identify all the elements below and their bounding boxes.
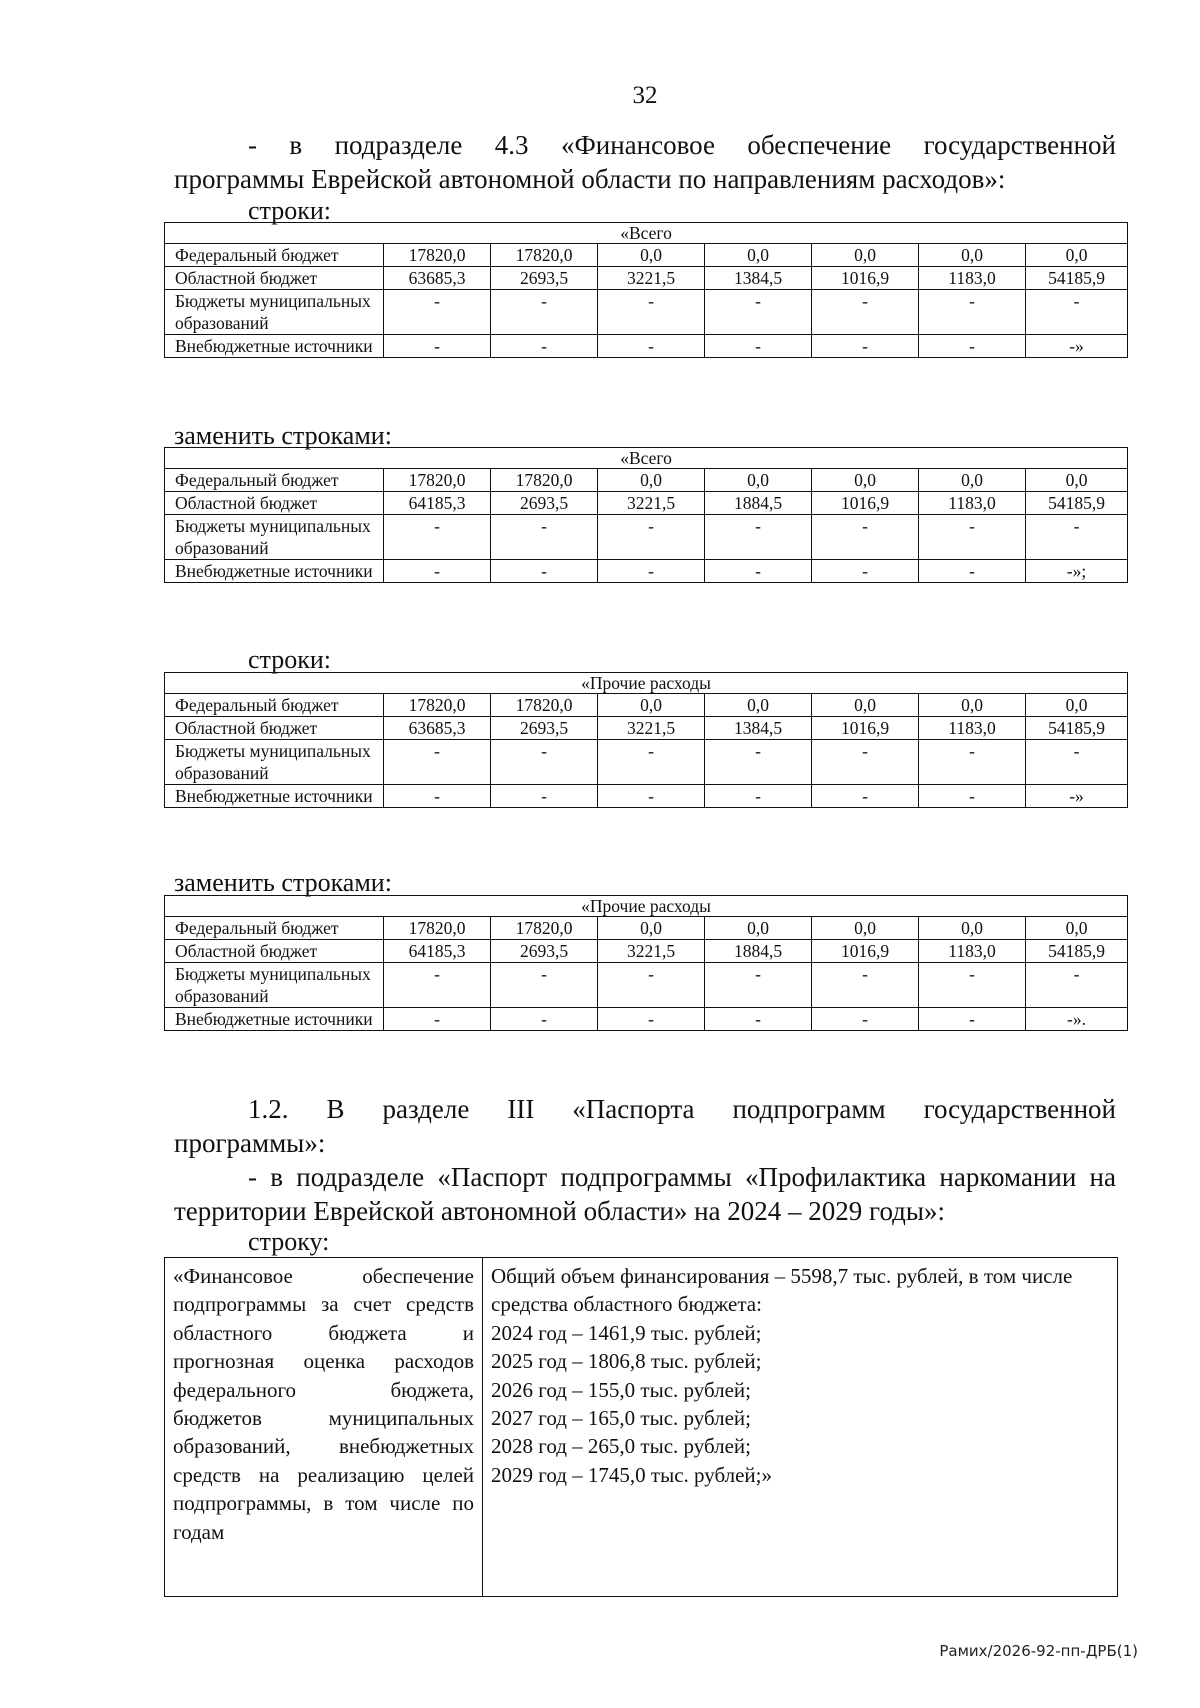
value-cell: -	[705, 963, 812, 1008]
replace-label-1: заменить строками:	[174, 421, 392, 450]
table-row	[165, 335, 1128, 358]
value-cell: -	[705, 560, 812, 583]
replace-label-2: заменить строками:	[174, 868, 392, 897]
value-cell: -	[812, 963, 919, 1008]
value-cell: 1384,5	[705, 717, 812, 740]
value-cell: -	[812, 785, 919, 808]
budget-table-4	[164, 895, 1128, 1031]
value-cell: -	[705, 290, 812, 335]
value-cell: 3221,5	[598, 267, 705, 290]
value-cell: -	[1026, 963, 1128, 1008]
value-cell: -	[812, 1008, 919, 1031]
value-cell: -	[919, 515, 1026, 560]
row-name-cell: Бюджеты муниципальных образований	[165, 290, 384, 335]
passport-year-2028: 2028 год – 265,0 тыс. рублей;	[491, 1434, 752, 1459]
value-cell: -»	[1026, 335, 1128, 358]
value-cell: 1183,0	[919, 267, 1026, 290]
value-cell: 1016,9	[812, 717, 919, 740]
value-cell: -	[491, 1008, 598, 1031]
value-cell: 0,0	[919, 469, 1026, 492]
value-cell: 17820,0	[491, 917, 598, 940]
value-cell: -	[598, 335, 705, 358]
value-cell: 0,0	[919, 917, 1026, 940]
value-cell: 0,0	[919, 244, 1026, 267]
row-name-cell: Внебюджетные источники	[165, 1008, 384, 1031]
table-row	[165, 560, 1128, 583]
value-cell: 0,0	[1026, 917, 1128, 940]
value-cell: 0,0	[705, 917, 812, 940]
value-cell: -	[491, 335, 598, 358]
value-cell: 54185,9	[1026, 267, 1128, 290]
table-row	[165, 1008, 1128, 1031]
passport-year-2027: 2027 год – 165,0 тыс. рублей;	[491, 1406, 752, 1431]
passport-left-cell: «Финансовое обеспечение подпрограммы за счет средств областного бюджета и прогнозная оценка расходов федерального бюджета, бюджетов муниципальных образований, внебюджетных средств на реализацию целей подпрограммы, в том числе по годам	[165, 1258, 483, 1597]
table-row	[165, 740, 1128, 785]
value-cell: -	[919, 335, 1026, 358]
passport-year-2025: 2025 год – 1806,8 тыс. рублей;	[491, 1349, 762, 1374]
value-cell: -	[1026, 740, 1128, 785]
subsection-paragraph	[174, 1160, 1116, 1228]
value-cell: -	[598, 785, 705, 808]
row-name-cell: Федеральный бюджет	[165, 917, 384, 940]
value-cell: 63685,3	[384, 267, 491, 290]
row-name-cell: Федеральный бюджет	[165, 244, 384, 267]
row-name-cell: Бюджеты муниципальных образований	[165, 740, 384, 785]
table-header-cell: «Прочие расходы	[165, 673, 1128, 694]
row-name-cell: Областной бюджет	[165, 940, 384, 963]
value-cell: 0,0	[812, 694, 919, 717]
section-1-2-paragraph	[174, 1092, 1116, 1160]
value-cell: 17820,0	[384, 469, 491, 492]
value-cell: -	[705, 1008, 812, 1031]
row-name-cell: Бюджеты муниципальных образований	[165, 963, 384, 1008]
table-header-cell: «Прочие расходы	[165, 896, 1128, 917]
row-name-cell: Областной бюджет	[165, 492, 384, 515]
passport-year-2029: 2029 год – 1745,0 тыс. рублей;»	[491, 1462, 773, 1487]
intro-line-2: программы Еврейской автономной области по направлениям расходов»:	[174, 164, 1006, 194]
value-cell: -	[598, 740, 705, 785]
passport-table	[164, 1257, 1118, 1597]
passport-row	[165, 1258, 1118, 1597]
value-cell: -	[705, 335, 812, 358]
table-row	[165, 290, 1128, 335]
table-row	[165, 492, 1128, 515]
value-cell: 0,0	[705, 694, 812, 717]
value-cell: 2693,5	[491, 940, 598, 963]
value-cell: 0,0	[812, 469, 919, 492]
value-cell: -	[1026, 290, 1128, 335]
rows-label-2: строки:	[248, 645, 331, 674]
value-cell: 1016,9	[812, 267, 919, 290]
passport-intro: Общий объем финансирования – 5598,7 тыс. рублей, в том числе средства областного бюджета:	[491, 1264, 1073, 1317]
value-cell: -».	[1026, 1008, 1128, 1031]
value-cell: -	[598, 515, 705, 560]
row-name-cell: Внебюджетные источники	[165, 335, 384, 358]
value-cell: 1016,9	[812, 940, 919, 963]
row-name-cell: Федеральный бюджет	[165, 694, 384, 717]
value-cell: -	[812, 560, 919, 583]
value-cell: -	[384, 515, 491, 560]
table-row	[165, 963, 1128, 1008]
row-name-cell: Областной бюджет	[165, 267, 384, 290]
row-name-cell: Внебюджетные источники	[165, 785, 384, 808]
budget-table-3	[164, 672, 1128, 808]
table-row	[165, 694, 1128, 717]
row-name-cell: Бюджеты муниципальных образований	[165, 515, 384, 560]
value-cell: -	[812, 335, 919, 358]
value-cell: -	[384, 963, 491, 1008]
value-cell: 64185,3	[384, 492, 491, 515]
value-cell: 54185,9	[1026, 492, 1128, 515]
value-cell: 2693,5	[491, 492, 598, 515]
value-cell: -	[812, 740, 919, 785]
value-cell: -	[491, 560, 598, 583]
value-cell: 3221,5	[598, 717, 705, 740]
passport-right-cell	[483, 1258, 1118, 1597]
table-header-cell: «Всего	[165, 448, 1128, 469]
subsection-line-2: территории Еврейской автономной области» на 2024 – 2029 годы»:	[174, 1196, 946, 1226]
value-cell: 0,0	[598, 917, 705, 940]
value-cell: -	[384, 740, 491, 785]
value-cell: 0,0	[812, 244, 919, 267]
value-cell: -	[919, 963, 1026, 1008]
value-cell: -	[598, 963, 705, 1008]
value-cell: -	[491, 963, 598, 1008]
value-cell: 1384,5	[705, 267, 812, 290]
budget-table-2	[164, 447, 1128, 583]
row-label: строку:	[248, 1227, 330, 1256]
value-cell: 1884,5	[705, 940, 812, 963]
value-cell: 1183,0	[919, 717, 1026, 740]
value-cell: -	[491, 290, 598, 335]
value-cell: -	[598, 560, 705, 583]
table-header-cell: «Всего	[165, 223, 1128, 244]
value-cell: -	[705, 515, 812, 560]
value-cell: -	[598, 290, 705, 335]
value-cell: 1183,0	[919, 492, 1026, 515]
value-cell: -	[812, 515, 919, 560]
value-cell: -	[384, 560, 491, 583]
value-cell: 17820,0	[384, 694, 491, 717]
table-row	[165, 717, 1128, 740]
value-cell: 54185,9	[1026, 940, 1128, 963]
value-cell: -	[705, 740, 812, 785]
value-cell: 0,0	[598, 694, 705, 717]
value-cell: -	[384, 785, 491, 808]
table-header-row	[165, 673, 1128, 694]
row-name-cell: Областной бюджет	[165, 717, 384, 740]
row-name-cell: Внебюджетные источники	[165, 560, 384, 583]
value-cell: 54185,9	[1026, 717, 1128, 740]
section-1-2-line-2: программы»:	[174, 1128, 326, 1158]
value-cell: -	[384, 1008, 491, 1031]
value-cell: 1016,9	[812, 492, 919, 515]
value-cell: 0,0	[705, 469, 812, 492]
table-header-row	[165, 896, 1128, 917]
value-cell: -	[384, 290, 491, 335]
passport-year-2024: 2024 год – 1461,9 тыс. рублей;	[491, 1320, 762, 1345]
table-header-row	[165, 223, 1128, 244]
value-cell: -	[491, 515, 598, 560]
value-cell: -	[491, 740, 598, 785]
value-cell: 1884,5	[705, 492, 812, 515]
section-1-2-line-1: 1.2. В разделе III «Паспорта подпрограмм государственной	[248, 1094, 1116, 1124]
value-cell: 17820,0	[491, 244, 598, 267]
table-row	[165, 785, 1128, 808]
value-cell: -	[384, 335, 491, 358]
passport-year-2026: 2026 год – 155,0 тыс. рублей;	[491, 1377, 752, 1402]
value-cell: 2693,5	[491, 717, 598, 740]
table-row	[165, 267, 1128, 290]
value-cell: 17820,0	[491, 694, 598, 717]
intro-line-1: - в подразделе 4.3 «Финансовое обеспечение государственной	[248, 130, 1116, 160]
intro-paragraph	[174, 128, 1116, 196]
value-cell: -	[491, 785, 598, 808]
value-cell: -	[919, 785, 1026, 808]
value-cell: -	[598, 1008, 705, 1031]
value-cell: 64185,3	[384, 940, 491, 963]
rows-label-1: строки:	[248, 196, 331, 225]
table-row	[165, 515, 1128, 560]
row-name-cell: Федеральный бюджет	[165, 469, 384, 492]
value-cell: 0,0	[1026, 469, 1128, 492]
value-cell: 63685,3	[384, 717, 491, 740]
subsection-line-1: - в подразделе «Паспорт подпрограммы «Профилактика наркомании на	[248, 1162, 1116, 1192]
value-cell: -	[919, 740, 1026, 785]
value-cell: 3221,5	[598, 940, 705, 963]
value-cell: 3221,5	[598, 492, 705, 515]
value-cell: 0,0	[598, 244, 705, 267]
page-number: 32	[632, 82, 658, 109]
table-row	[165, 940, 1128, 963]
value-cell: 17820,0	[384, 244, 491, 267]
table-header-row	[165, 448, 1128, 469]
value-cell: -	[812, 290, 919, 335]
value-cell: 0,0	[812, 917, 919, 940]
table-row	[165, 917, 1128, 940]
value-cell: -	[919, 1008, 1026, 1031]
value-cell: 17820,0	[491, 469, 598, 492]
value-cell: -»	[1026, 785, 1128, 808]
value-cell: 0,0	[598, 469, 705, 492]
value-cell: -	[705, 785, 812, 808]
value-cell: 0,0	[705, 244, 812, 267]
value-cell: 0,0	[919, 694, 1026, 717]
value-cell: 0,0	[1026, 694, 1128, 717]
table-row	[165, 244, 1128, 267]
table-row	[165, 469, 1128, 492]
document-code: Рамих/2026-92-пп-ДРБ(1)	[939, 1642, 1138, 1660]
value-cell: -	[1026, 515, 1128, 560]
value-cell: 2693,5	[491, 267, 598, 290]
value-cell: 17820,0	[384, 917, 491, 940]
value-cell: -	[919, 290, 1026, 335]
value-cell: -»;	[1026, 560, 1128, 583]
value-cell: 1183,0	[919, 940, 1026, 963]
value-cell: -	[919, 560, 1026, 583]
value-cell: 0,0	[1026, 244, 1128, 267]
budget-table-1	[164, 222, 1128, 358]
